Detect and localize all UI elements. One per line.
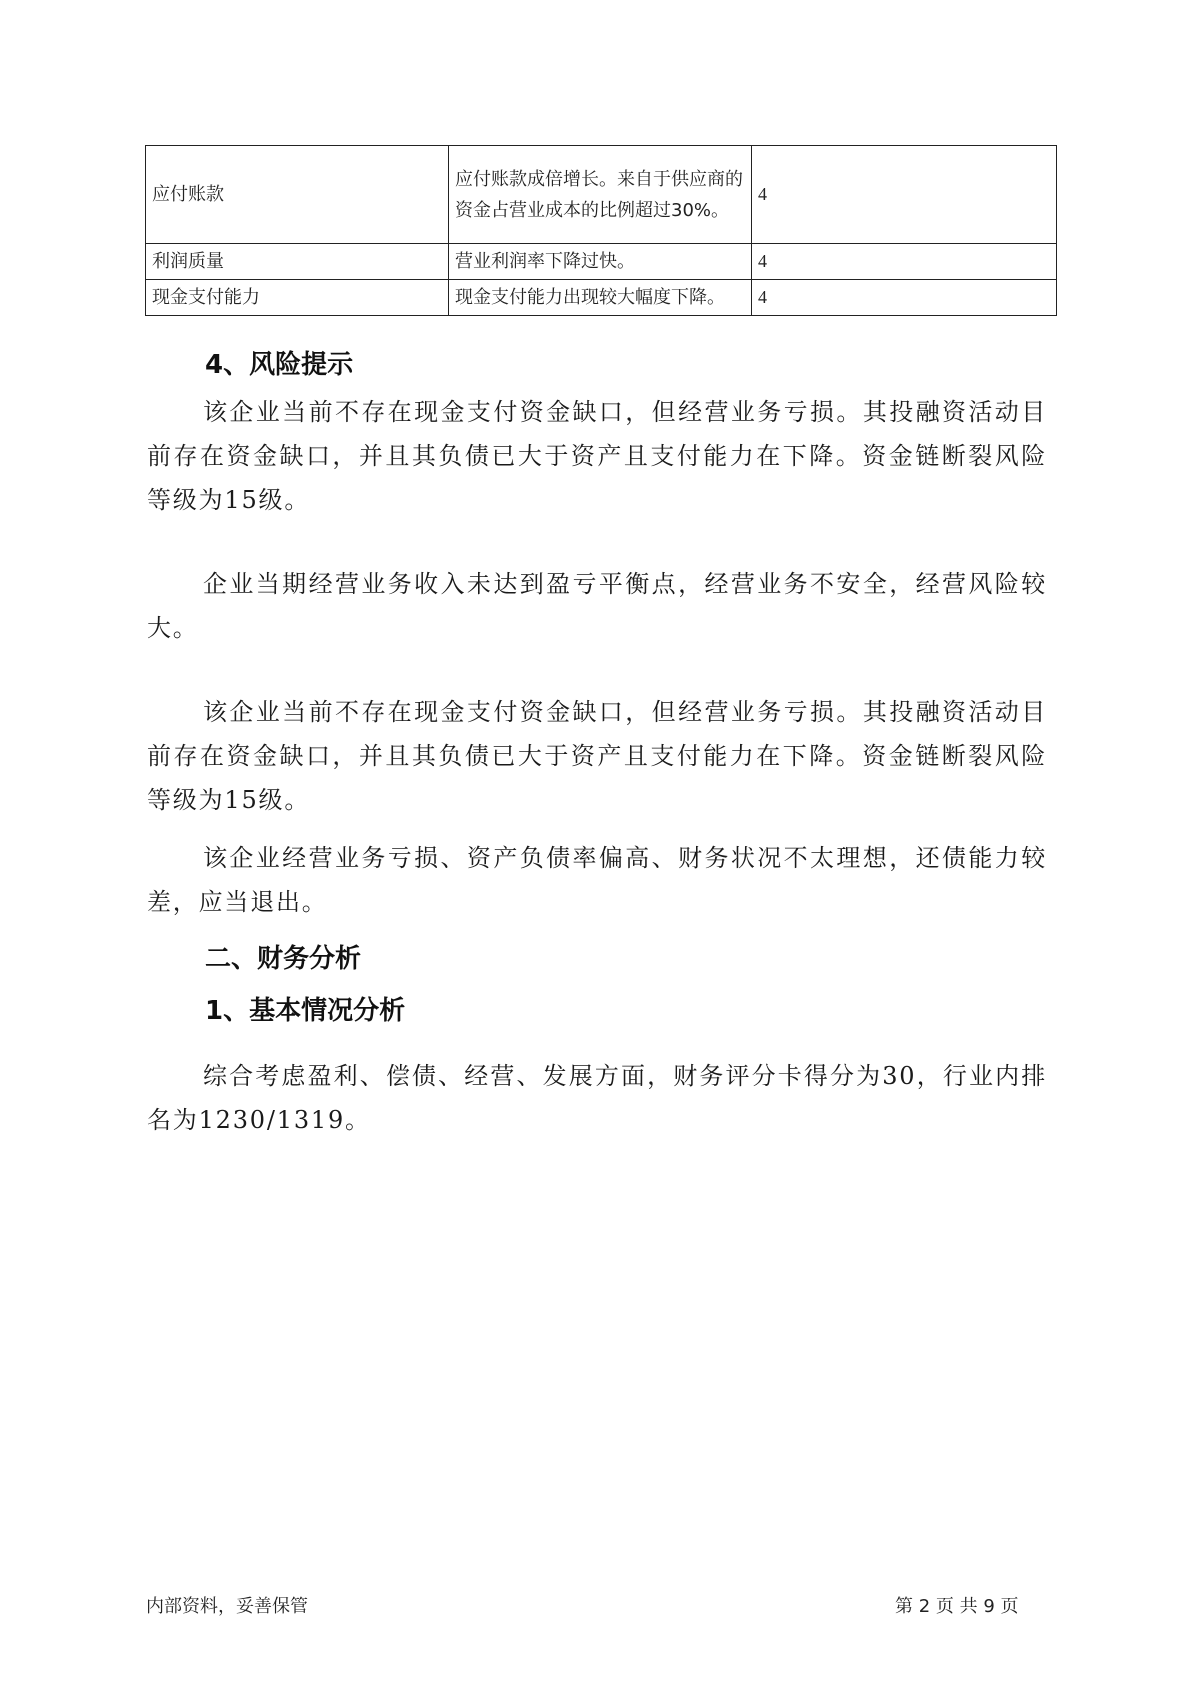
section-heading-financial: 二、财务分析 [205, 944, 362, 974]
sub-heading-basic: 1、基本情况分析 [205, 996, 406, 1026]
table-cell-item: 应付账款 [146, 146, 449, 244]
table-row [146, 146, 1057, 244]
paragraph: 该企业经营业务亏损、资产负债率偏高、财务状况不太理想，还债能力较差，应当退出。 [147, 844, 1047, 916]
table-cell-item: 利润质量 [146, 244, 449, 280]
footer-page-number: 第 2 页 共 9 页 [895, 1596, 1019, 1617]
paragraph: 该企业当前不存在现金支付资金缺口，但经营业务亏损。其投融资活动目前存在资金缺口，并且其负债已大于资产且支付能力在下降。资金链断裂风险等级为15级。 [147, 398, 1047, 514]
table-row [146, 244, 1057, 280]
table-cell-score: 4 [752, 280, 1057, 316]
footer-confidential: 内部资料，妥善保管 [146, 1596, 308, 1617]
section-heading-risk: 4、风险提示 [205, 350, 354, 380]
table-row [146, 280, 1057, 316]
table-cell-description: 营业利润率下降过快。 [449, 244, 752, 280]
table-cell-item: 现金支付能力 [146, 280, 449, 316]
table-cell-score: 4 [752, 146, 1057, 244]
paragraph: 企业当期经营业务收入未达到盈亏平衡点，经营业务不安全，经营风险较大。 [147, 570, 1047, 642]
risk-table [145, 145, 1057, 316]
paragraph: 综合考虑盈利、偿债、经营、发展方面，财务评分卡得分为30，行业内排名为1230/1319。 [147, 1062, 1047, 1134]
table-cell-score: 4 [752, 244, 1057, 280]
table-cell-description: 应付账款成倍增长。来自于供应商的资金占营业成本的比例超过30%。 [449, 146, 752, 244]
paragraph: 该企业当前不存在现金支付资金缺口，但经营业务亏损。其投融资活动目前存在资金缺口，并且其负债已大于资产且支付能力在下降。资金链断裂风险等级为15级。 [147, 698, 1047, 814]
table-cell-description: 现金支付能力出现较大幅度下降。 [449, 280, 752, 316]
